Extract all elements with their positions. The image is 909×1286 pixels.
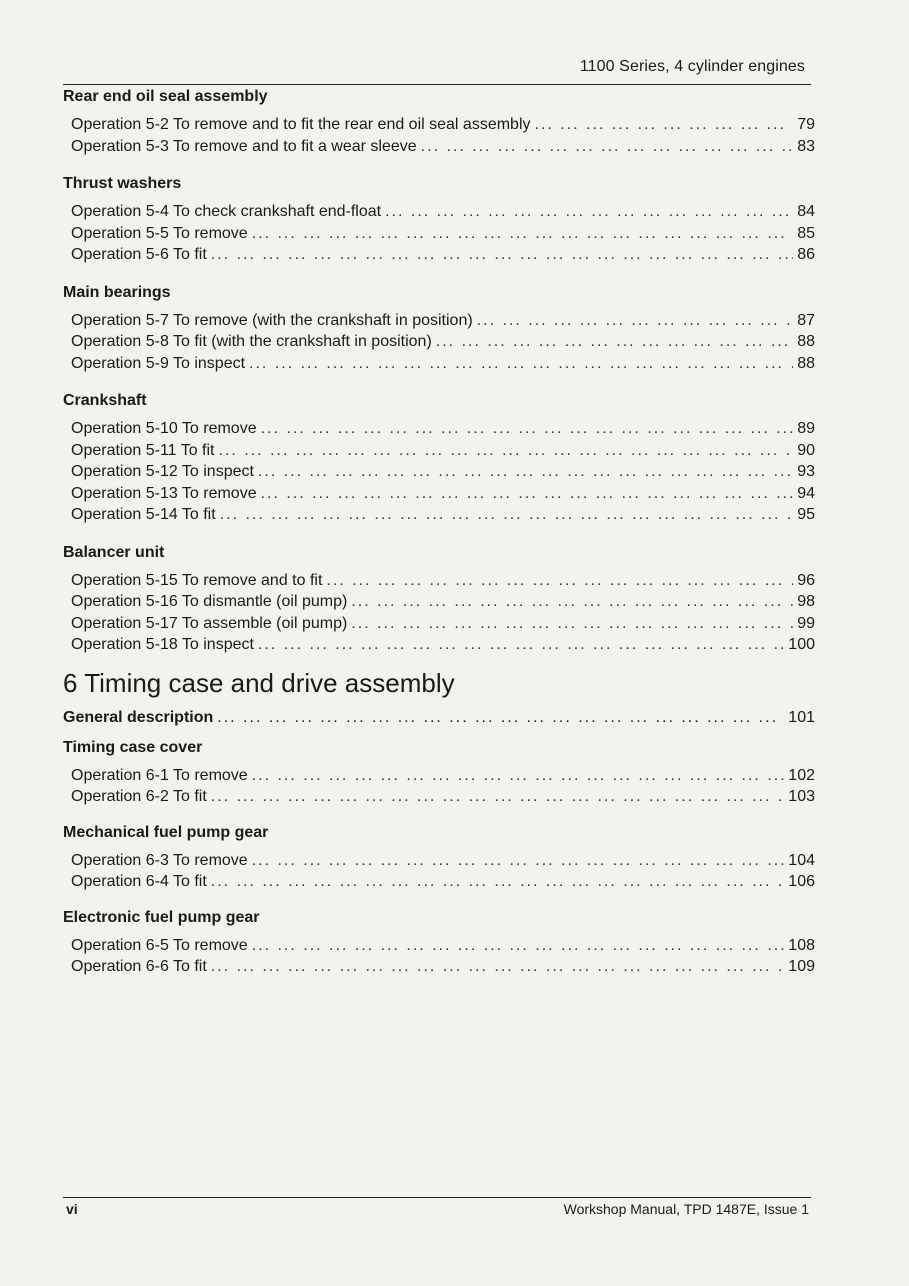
entry-label: Operation 5-9 To inspect xyxy=(71,354,246,372)
entry-label: Operation 5-8 To fit (with the crankshaft in position) xyxy=(71,333,432,350)
leader-dots xyxy=(351,613,793,635)
toc-content xyxy=(63,88,815,978)
section-title: Thrust washers xyxy=(63,175,182,192)
entry-page-number: 103 xyxy=(788,788,815,805)
leader-dots xyxy=(211,871,785,893)
entry-label: Operation 5-4 To check crankshaft end-float xyxy=(71,203,382,220)
entry-list xyxy=(63,114,815,157)
entry-page-number: 89 xyxy=(797,420,815,437)
toc-entry[interactable] xyxy=(63,310,815,332)
leader-dots xyxy=(220,504,794,526)
entry-page-number: 84 xyxy=(797,203,815,220)
leader-dots xyxy=(211,786,785,808)
entry-label: Operation 5-11 To fit xyxy=(71,441,215,459)
section-title: Timing case cover xyxy=(63,738,203,756)
footer-page-number: vi xyxy=(66,1201,78,1217)
entry-page-number: 79 xyxy=(797,116,815,133)
leader-dots xyxy=(219,440,794,462)
leader-dots xyxy=(421,136,794,158)
entry-label: Operation 5-18 To inspect xyxy=(71,636,254,653)
leader-dots xyxy=(477,310,794,332)
leader-dots xyxy=(535,114,794,136)
section-title: Mechanical fuel pump gear xyxy=(63,823,269,841)
entry-page-number: 88 xyxy=(797,333,815,350)
entry-label: Operation 6-5 To remove xyxy=(71,936,248,954)
footer-manual-title: Workshop Manual, TPD 1487E, Issue 1 xyxy=(563,1201,809,1217)
entry-list xyxy=(63,570,815,656)
section-title: Rear end oil seal assembly xyxy=(63,88,268,105)
entry-page-number: 85 xyxy=(797,224,815,242)
toc-section xyxy=(63,909,815,978)
entry-label: Operation 5-16 To dismantle (oil pump) xyxy=(71,593,348,610)
leader-dots xyxy=(385,201,793,223)
leader-dots xyxy=(261,483,794,505)
entry-page-number: 83 xyxy=(797,137,815,155)
leader-dots xyxy=(249,353,793,375)
toc-entry[interactable] xyxy=(63,591,815,613)
toc-entry[interactable] xyxy=(63,850,815,872)
leader-dots xyxy=(252,850,785,872)
entry-label: Operation 5-15 To remove and to fit xyxy=(71,571,323,589)
entry-label: Operation 5-17 To assemble (oil pump) xyxy=(71,614,348,632)
toc-entry[interactable] xyxy=(63,244,815,266)
entry-list xyxy=(63,765,815,808)
section-title: Balancer unit xyxy=(63,543,165,561)
toc-entry[interactable] xyxy=(63,956,815,978)
toc-entry[interactable] xyxy=(63,786,815,808)
entry-label: Operation 6-1 To remove xyxy=(71,766,248,784)
toc-section xyxy=(63,739,815,808)
toc-section xyxy=(63,392,815,526)
general-description-entry[interactable] xyxy=(63,707,815,729)
leader-dots xyxy=(436,331,793,353)
entry-page-number: 99 xyxy=(797,614,815,632)
toc-entry[interactable] xyxy=(63,483,815,505)
entry-page-number: 109 xyxy=(788,958,815,975)
section-title: Main bearings xyxy=(63,283,171,301)
leader-dots xyxy=(326,570,793,592)
entry-page-number: 104 xyxy=(788,851,815,869)
entry-page-number: 87 xyxy=(797,311,815,329)
toc-section xyxy=(63,544,815,656)
toc-entry[interactable] xyxy=(63,935,815,957)
entry-list xyxy=(63,201,815,266)
toc-sections-part-a xyxy=(63,88,815,656)
chapter-title: 6 Timing case and drive assembly xyxy=(63,667,455,698)
entry-page-number: 98 xyxy=(797,593,815,610)
entry-label: Operation 6-4 To fit xyxy=(71,873,207,890)
leader-dots xyxy=(211,956,785,978)
toc-entry[interactable] xyxy=(63,201,815,223)
leader-dots xyxy=(351,591,793,613)
general-description-page: 101 xyxy=(788,708,815,726)
section-title: Electronic fuel pump gear xyxy=(63,908,260,926)
leader-dots xyxy=(252,223,794,245)
toc-entry[interactable] xyxy=(63,331,815,353)
entry-page-number: 106 xyxy=(788,873,815,890)
entry-page-number: 93 xyxy=(797,463,815,480)
entry-label: Operation 6-3 To remove xyxy=(71,851,248,869)
footer-rule xyxy=(63,1197,811,1198)
toc-entry[interactable] xyxy=(63,114,815,136)
toc-entry[interactable] xyxy=(63,634,815,656)
toc-entry[interactable] xyxy=(63,461,815,483)
toc-section xyxy=(63,824,815,893)
toc-entry[interactable] xyxy=(63,871,815,893)
page-header-title: 1100 Series, 4 cylinder engines xyxy=(579,58,805,75)
entry-list xyxy=(63,310,815,375)
leader-dots xyxy=(217,707,784,729)
entry-label: Operation 5-12 To inspect xyxy=(71,463,254,480)
leader-dots xyxy=(252,765,785,787)
toc-entry[interactable] xyxy=(63,570,815,592)
entry-label: Operation 5-3 To remove and to fit a wear sleeve xyxy=(71,137,417,155)
entry-label: Operation 5-5 To remove xyxy=(71,224,248,242)
toc-entry[interactable] xyxy=(63,353,815,375)
entry-page-number: 90 xyxy=(797,441,815,459)
entry-label: Operation 5-2 To remove and to fit the rear end oil seal assembly xyxy=(71,116,531,133)
toc-section xyxy=(63,284,815,375)
header-rule xyxy=(63,84,811,85)
entry-page-number: 100 xyxy=(788,636,815,653)
toc-entry[interactable] xyxy=(63,223,815,245)
toc-entry[interactable] xyxy=(63,136,815,158)
entry-list xyxy=(63,418,815,526)
entry-list xyxy=(63,850,815,893)
toc-entry[interactable] xyxy=(63,418,815,440)
entry-page-number: 102 xyxy=(788,766,815,784)
entry-page-number: 96 xyxy=(797,571,815,589)
leader-dots xyxy=(258,461,793,483)
entry-page-number: 86 xyxy=(797,246,815,263)
general-description-label: General description xyxy=(63,708,214,726)
leader-dots xyxy=(261,418,794,440)
section-title: Crankshaft xyxy=(63,392,147,409)
toc-entry[interactable] xyxy=(63,504,815,526)
entry-label: Operation 6-2 To fit xyxy=(71,788,207,805)
toc-entry[interactable] xyxy=(63,613,815,635)
leader-dots xyxy=(252,935,785,957)
entry-list xyxy=(63,935,815,978)
leader-dots xyxy=(258,634,784,656)
entry-label: Operation 6-6 To fit xyxy=(71,958,207,975)
entry-page-number: 95 xyxy=(797,506,815,523)
entry-page-number: 94 xyxy=(797,484,815,502)
entry-label: Operation 5-7 To remove (with the crankshaft in position) xyxy=(71,311,473,329)
entry-label: Operation 5-14 To fit xyxy=(71,506,216,523)
toc-entry[interactable] xyxy=(63,765,815,787)
toc-entry[interactable] xyxy=(63,440,815,462)
toc-section xyxy=(63,88,815,157)
entry-label: Operation 5-10 To remove xyxy=(71,420,257,437)
entry-label: Operation 5-6 To fit xyxy=(71,246,207,263)
entry-page-number: 108 xyxy=(788,936,815,954)
toc-sections-part-b xyxy=(63,739,815,978)
toc-section xyxy=(63,175,815,266)
leader-dots xyxy=(211,244,793,266)
entry-label: Operation 5-13 To remove xyxy=(71,484,257,502)
entry-page-number: 88 xyxy=(797,354,815,372)
